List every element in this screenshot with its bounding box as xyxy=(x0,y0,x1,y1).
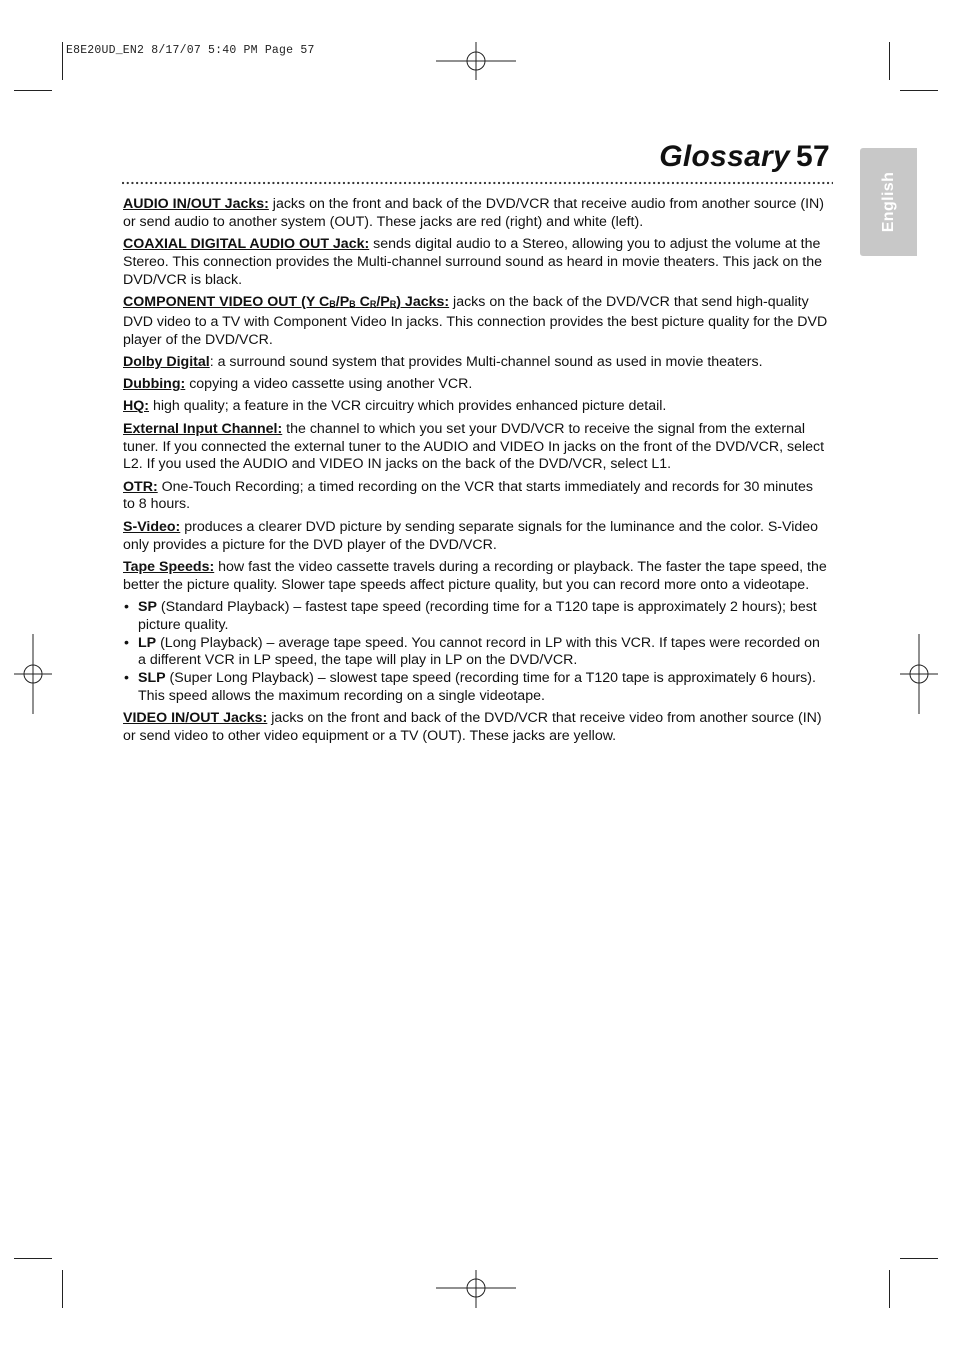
glossary-definition: : a surround sound system that provides Multi-channel sound as used in movie theaters. xyxy=(209,353,763,370)
dotted-divider xyxy=(122,180,833,186)
glossary-definition: copying a video cassette using another VCR. xyxy=(185,376,473,393)
glossary-term: Tape Speeds: xyxy=(123,558,215,575)
crop-mark xyxy=(900,1258,938,1259)
glossary-entry xyxy=(123,479,828,515)
registration-mark-icon xyxy=(14,634,52,714)
glossary-term: COAXIAL DIGITAL AUDIO OUT Jack: xyxy=(123,236,370,253)
glossary-entry xyxy=(123,196,828,232)
registration-mark-icon xyxy=(436,1270,516,1308)
glossary-term: Dubbing: xyxy=(123,376,186,393)
glossary-definition: jacks on the front and back of the DVD/VCR that receive audio from another source (IN) or send audio to another system (OUT). These jacks are red (right) and white (left). xyxy=(123,196,825,230)
registration-mark-icon xyxy=(900,634,938,714)
crop-mark xyxy=(62,1270,63,1308)
glossary-definition: the channel to which you set your DVD/VCR to receive the signal from the external tuner. If you connected the external tuner to the AUDIO and VIDEO In jacks on the front of the DVD/VCR, select L2. If you used the AUDIO and VIDEO IN jacks on the back of the DVD/VCR, select L1. xyxy=(123,420,825,473)
list-item xyxy=(123,670,828,706)
glossary-term: COMPONENT VIDEO OUT (Y CB/PB CR/PR) Jacks: xyxy=(123,293,450,310)
glossary-definition: produces a clearer DVD picture by sending separate signals for the luminance and the color. S-Video only provides a picture for the DVD player of the DVD/VCR. xyxy=(123,518,819,553)
language-tab-label: English xyxy=(879,171,897,233)
glossary-definition: how fast the video cassette travels during a recording or playback. The faster the tape speed, the better the picture quality. Slower tape speeds affect picture quality, but you can record more onto a videotape. xyxy=(123,558,827,593)
crop-mark xyxy=(889,1270,890,1308)
tape-speed-list xyxy=(123,599,828,706)
glossary-term: AUDIO IN/OUT Jacks: xyxy=(123,196,269,212)
print-slug: E8E20UD_EN2 8/17/07 5:40 PM Page 57 xyxy=(66,44,315,57)
glossary-definition: jacks on the front and back of the DVD/VCR that receive video from another source (IN) or send video to other video equipment or a TV (OUT). These jacks are yellow. xyxy=(123,710,822,745)
crop-mark xyxy=(14,90,52,91)
crop-mark xyxy=(889,42,890,80)
glossary-term: S-Video: xyxy=(123,518,181,535)
language-tab xyxy=(860,148,917,256)
glossary-definition: jacks on the back of the DVD/VCR that send high-quality DVD video to a TV with Component Video In jacks. This connection provides the best picture quality for the DVD player of the DVD/VCR. xyxy=(123,293,828,348)
page-title xyxy=(659,140,830,174)
tape-speed-term: SLP xyxy=(138,670,166,687)
tape-speed-term: SP xyxy=(138,598,157,615)
glossary-definition: high quality; a feature in the VCR circuitry which provides enhanced picture detail. xyxy=(149,398,667,415)
glossary-term: External Input Channel: xyxy=(123,420,283,437)
page-number: 57 xyxy=(796,140,830,173)
glossary-entry xyxy=(123,354,828,372)
crop-mark xyxy=(900,90,938,91)
glossary-definition: One-Touch Recording; a timed recording on the VCR that starts immediately and records for 30 minutes to 8 hours. xyxy=(123,478,813,513)
list-item xyxy=(123,635,828,671)
glossary-entry xyxy=(123,398,828,416)
glossary-definition: sends digital audio to a Stereo, allowing you to adjust the volume at the Stereo. This connection provides the Multi-channel surround sound as heard in movie theaters. This jack on the DVD/VCR is black. xyxy=(123,236,822,288)
glossary-body xyxy=(123,196,828,750)
crop-mark xyxy=(62,42,63,80)
tape-speed-definition: (Standard Playback) – fastest tape speed (recording time for a T120 tape is approximately 2 hours); best picture quality. xyxy=(138,598,817,633)
crop-mark xyxy=(14,1258,52,1259)
glossary-term: Dolby Digital xyxy=(123,353,210,370)
glossary-entry xyxy=(123,710,828,746)
glossary-entry xyxy=(123,519,828,555)
glossary-entry xyxy=(123,236,828,289)
glossary-term: HQ: xyxy=(123,398,150,415)
list-item xyxy=(123,599,828,635)
tape-speed-definition: (Super Long Playback) – slowest tape speed (recording time for a T120 tape is approximately 6 hours). This speed allows the maximum recording on a single videotape. xyxy=(138,670,816,704)
title-text: Glossary xyxy=(659,140,791,173)
tape-speed-definition: (Long Playback) – average tape speed. You cannot record in LP with this VCR. If tapes were recorded on a different VCR in LP speed, the tape will play in LP on the DVD/VCR. xyxy=(138,634,820,669)
glossary-entry xyxy=(123,294,828,349)
glossary-term: VIDEO IN/OUT Jacks: xyxy=(123,710,268,727)
tape-speed-term: LP xyxy=(138,634,157,651)
registration-mark-icon xyxy=(436,42,516,80)
glossary-entry xyxy=(123,376,828,394)
glossary-term: OTR: xyxy=(123,478,158,495)
glossary-entry xyxy=(123,559,828,595)
glossary-entry xyxy=(123,421,828,474)
